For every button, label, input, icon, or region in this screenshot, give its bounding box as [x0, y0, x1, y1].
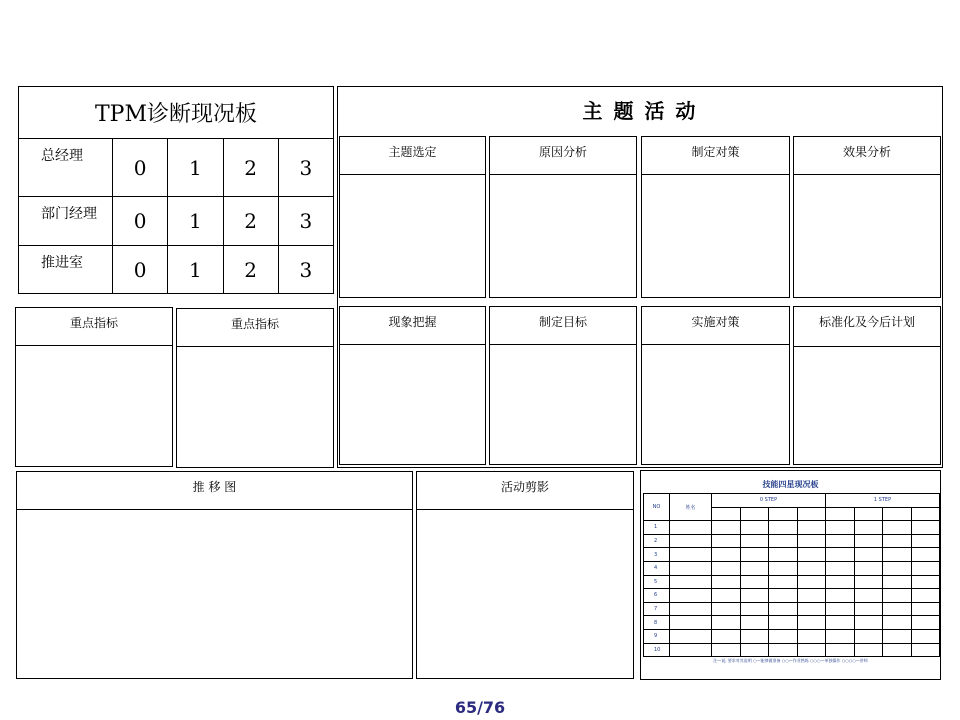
- skill-cell: [797, 534, 826, 548]
- skill-col-no: NO: [644, 494, 670, 521]
- diagnosis-row-label: 部门经理: [19, 197, 113, 245]
- skill-cell: [797, 643, 826, 657]
- step-box-label: 制定目标: [490, 307, 636, 345]
- diagnosis-level-cell: 3: [299, 258, 313, 282]
- skill-cell: [826, 521, 855, 535]
- skill-cell: [854, 534, 883, 548]
- skill-cell: [740, 616, 769, 630]
- skill-cell: [883, 643, 912, 657]
- skill-cell: [826, 629, 855, 643]
- skill-cell: [712, 629, 741, 643]
- skill-table-header-row: [644, 494, 940, 508]
- skill-cell: [797, 575, 826, 589]
- step-box-label: 效果分析: [794, 137, 940, 175]
- step-box-label: 实施对策: [642, 307, 789, 345]
- skill-cell: [670, 616, 712, 630]
- skill-cell: [883, 589, 912, 603]
- skill-cell: [883, 534, 912, 548]
- skill-cell: [712, 521, 741, 535]
- skill-cell: [740, 561, 769, 575]
- step-box-label: 原因分析: [490, 137, 636, 175]
- skill-cell: [740, 548, 769, 562]
- skill-cell: [712, 589, 741, 603]
- skill-cell: [670, 643, 712, 657]
- skill-cell: [826, 534, 855, 548]
- skill-row-number: 1: [644, 521, 670, 535]
- skill-cell: [883, 616, 912, 630]
- skill-step-header: 0 STEP: [712, 494, 826, 508]
- step-box-standardization-plan: [793, 306, 941, 465]
- skill-step-header: 1 STEP: [826, 494, 940, 508]
- step-box-countermeasure-plan: [641, 136, 790, 298]
- skill-subheader-cell: [797, 507, 826, 521]
- skill-cell: [670, 561, 712, 575]
- skill-subheader-cell: [826, 507, 855, 521]
- key-indicator-label: 重点指标: [16, 308, 172, 346]
- diagnosis-board: [18, 86, 334, 294]
- skill-cell: [826, 575, 855, 589]
- diagnosis-level-cell: 1: [168, 139, 223, 196]
- skill-cell: [797, 602, 826, 616]
- diagnosis-level-cell: 2: [224, 139, 279, 196]
- skill-cell: [769, 616, 798, 630]
- skill-cell: [854, 629, 883, 643]
- step-box-effect-analysis: [793, 136, 941, 298]
- skill-cell: [740, 602, 769, 616]
- skill-row-number: 5: [644, 575, 670, 589]
- skill-cell: [826, 616, 855, 630]
- page-number: 65/76: [454, 698, 506, 717]
- skill-cell: [670, 548, 712, 562]
- skill-cell: [740, 521, 769, 535]
- skill-row-number: 6: [644, 589, 670, 603]
- skill-table-row: [644, 561, 940, 575]
- diagnosis-level-cell: 3: [299, 209, 313, 233]
- activity-photos-panel: [416, 471, 634, 679]
- skill-cell: [740, 534, 769, 548]
- skill-cell: [883, 602, 912, 616]
- diagnosis-row-department-manager: [19, 197, 333, 246]
- step-box-label: 标准化及今后计划: [794, 307, 940, 347]
- step-box-cause-analysis: [489, 136, 637, 298]
- step-box-countermeasure-implementation: [641, 306, 790, 465]
- theme-activity-title: 主 题 活 动: [582, 99, 698, 123]
- skill-cell: [797, 521, 826, 535]
- skill-cell: [826, 548, 855, 562]
- skill-cell: [911, 548, 940, 562]
- skill-subheader-cell: [769, 507, 798, 521]
- skill-row-number: 4: [644, 561, 670, 575]
- skill-col-name: 姓名: [670, 494, 712, 521]
- skill-cell: [769, 561, 798, 575]
- skill-table: [643, 493, 940, 657]
- step-box-label: 现象把握: [340, 307, 485, 345]
- skill-cell: [826, 561, 855, 575]
- skill-subheader-cell: [854, 507, 883, 521]
- skill-cell: [712, 602, 741, 616]
- skill-cell: [670, 602, 712, 616]
- skill-cell: [769, 643, 798, 657]
- skill-cell: [712, 548, 741, 562]
- skill-cell: [797, 548, 826, 562]
- activity-photos-label: 活动剪影: [417, 472, 633, 510]
- skill-table-row: [644, 602, 940, 616]
- skill-cell: [854, 589, 883, 603]
- skill-cell: [854, 602, 883, 616]
- skill-cell: [911, 616, 940, 630]
- skill-board-legend: 注—说, 要求对其说明 ○—能够做准备 ○○—作业熟练 ○○○—单独操作 ○○○○—讲师: [713, 658, 868, 663]
- skill-cell: [883, 561, 912, 575]
- skill-cell: [797, 561, 826, 575]
- skill-row-number: 9: [644, 629, 670, 643]
- skill-cell: [712, 561, 741, 575]
- diagnosis-level-cell: 0: [113, 197, 168, 245]
- skill-cell: [826, 643, 855, 657]
- skill-cell: [826, 602, 855, 616]
- skill-cell: [712, 616, 741, 630]
- skill-cell: [769, 575, 798, 589]
- skill-table-row: [644, 521, 940, 535]
- diagnosis-level-cell: 0: [113, 246, 168, 294]
- skill-cell: [769, 589, 798, 603]
- skill-cell: [854, 616, 883, 630]
- skill-cell: [911, 589, 940, 603]
- diagnosis-level-cell: 1: [168, 246, 223, 294]
- step-box-label: 主题选定: [340, 137, 485, 175]
- diagnosis-row-general-manager: [19, 139, 333, 197]
- diagnosis-level-cell: 2: [224, 197, 279, 245]
- step-box-phenomenon-grasp: [339, 306, 486, 465]
- skill-cell: [911, 629, 940, 643]
- skill-subheader-cell: [740, 507, 769, 521]
- skill-cell: [712, 534, 741, 548]
- skill-cell: [769, 548, 798, 562]
- skill-cell: [854, 561, 883, 575]
- skill-row-number: 2: [644, 534, 670, 548]
- skill-cell: [883, 548, 912, 562]
- skill-subheader-cell: [883, 507, 912, 521]
- skill-cell: [769, 534, 798, 548]
- skill-cell: [911, 575, 940, 589]
- step-box-label: 制定对策: [642, 137, 789, 175]
- skill-cell: [911, 643, 940, 657]
- step-box-topic-selection: [339, 136, 486, 298]
- skill-board-title: 技能四星现况板: [762, 480, 819, 489]
- skill-subheader-cell: [911, 507, 940, 521]
- skill-table-row: [644, 548, 940, 562]
- skill-subheader-cell: [712, 507, 741, 521]
- skill-cell: [911, 534, 940, 548]
- diagnosis-level-cell: 3: [299, 155, 313, 180]
- skill-cell: [911, 561, 940, 575]
- skill-cell: [797, 629, 826, 643]
- skill-status-board: [640, 470, 941, 680]
- skill-row-number: 10: [644, 643, 670, 657]
- trend-chart-panel: [16, 471, 413, 679]
- skill-cell: [670, 629, 712, 643]
- skill-cell: [740, 629, 769, 643]
- skill-table-row: [644, 589, 940, 603]
- skill-row-number: 7: [644, 602, 670, 616]
- skill-cell: [826, 589, 855, 603]
- skill-cell: [712, 643, 741, 657]
- diagnosis-row-label: 总经理: [19, 139, 113, 196]
- diagnosis-level-cell: 0: [113, 139, 168, 196]
- skill-table-row: [644, 575, 940, 589]
- skill-cell: [854, 575, 883, 589]
- skill-cell: [769, 521, 798, 535]
- step-box-target-setting: [489, 306, 637, 465]
- skill-cell: [740, 575, 769, 589]
- skill-cell: [670, 575, 712, 589]
- diagnosis-row-label: 推进室: [19, 246, 113, 294]
- skill-table-row: [644, 534, 940, 548]
- skill-cell: [911, 602, 940, 616]
- diagnosis-row-promotion-office: [19, 246, 333, 294]
- skill-row-number: 8: [644, 616, 670, 630]
- skill-cell: [769, 602, 798, 616]
- diagnosis-level-cell: 2: [224, 246, 279, 294]
- diagnosis-level-cell: 1: [168, 197, 223, 245]
- skill-cell: [740, 643, 769, 657]
- skill-row-number: 3: [644, 548, 670, 562]
- skill-cell: [670, 589, 712, 603]
- trend-chart-label: 推 移 图: [17, 472, 412, 510]
- skill-cell: [740, 589, 769, 603]
- skill-table-row: [644, 643, 940, 657]
- key-indicator-panel: [15, 307, 173, 467]
- skill-cell: [911, 521, 940, 535]
- skill-cell: [883, 521, 912, 535]
- skill-cell: [854, 643, 883, 657]
- key-indicator-panel: [176, 308, 334, 468]
- skill-cell: [797, 616, 826, 630]
- skill-cell: [883, 575, 912, 589]
- skill-cell: [854, 548, 883, 562]
- skill-cell: [797, 589, 826, 603]
- skill-cell: [769, 629, 798, 643]
- skill-cell: [670, 521, 712, 535]
- skill-table-row: [644, 616, 940, 630]
- skill-cell: [670, 534, 712, 548]
- skill-cell: [854, 521, 883, 535]
- skill-cell: [712, 575, 741, 589]
- key-indicator-label: 重点指标: [177, 309, 333, 347]
- skill-table-row: [644, 629, 940, 643]
- diagnosis-board-title: TPM诊断现况板: [19, 87, 333, 139]
- skill-cell: [883, 629, 912, 643]
